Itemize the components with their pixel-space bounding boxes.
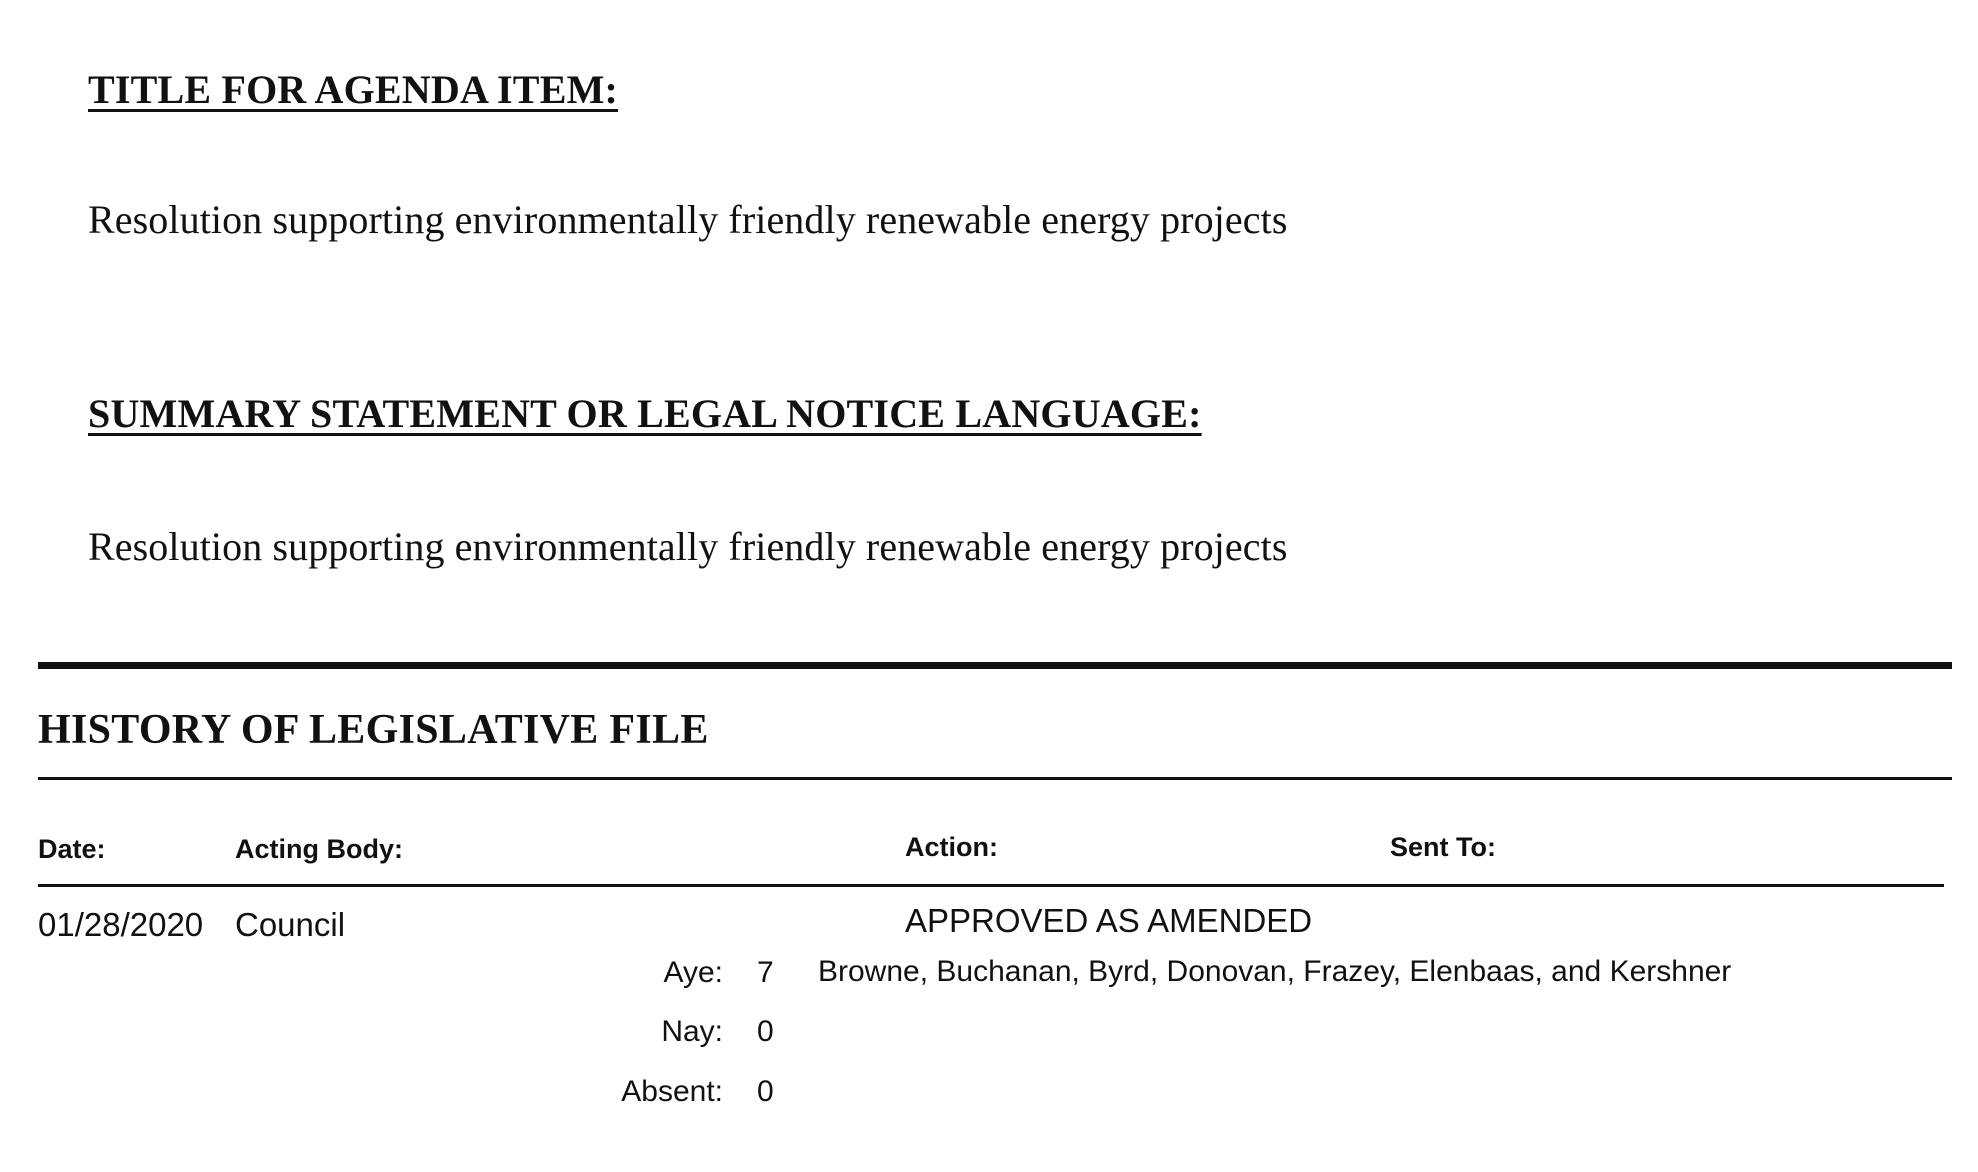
column-header-acting-body: Acting Body:: [235, 834, 403, 864]
vote-nay-count: 0: [757, 1015, 774, 1048]
column-header-sent-to: Sent To:: [1390, 832, 1496, 862]
vote-absent-count: 0: [757, 1075, 774, 1108]
history-title-divider: [38, 777, 1952, 780]
column-header-date: Date:: [38, 834, 106, 864]
column-header-action: Action:: [905, 832, 998, 862]
entry-acting-body: Council: [235, 906, 346, 943]
summary-heading: SUMMARY STATEMENT OR LEGAL NOTICE LANGUAGE:: [88, 391, 1202, 436]
history-title: HISTORY OF LEGISLATIVE FILE: [38, 707, 709, 753]
summary-text: Resolution supporting environmentally friendly renewable energy projects: [88, 524, 1288, 569]
vote-absent-label: Absent:: [621, 1075, 723, 1108]
entry-action: APPROVED AS AMENDED: [905, 902, 1313, 939]
vote-aye-count: 7: [757, 956, 774, 989]
vote-aye-names: Browne, Buchanan, Byrd, Donovan, Frazey, Elenbaas, and Kershner: [818, 955, 1732, 988]
section-divider-thick: [38, 662, 1952, 669]
column-header-divider: [38, 884, 1944, 887]
vote-nay-label: Nay:: [661, 1015, 723, 1048]
vote-aye-label: Aye:: [663, 956, 723, 989]
agenda-item-heading: TITLE FOR AGENDA ITEM:: [88, 67, 619, 112]
entry-date: 01/28/2020: [38, 906, 204, 943]
agenda-item-text: Resolution supporting environmentally friendly renewable energy projects: [88, 197, 1288, 242]
